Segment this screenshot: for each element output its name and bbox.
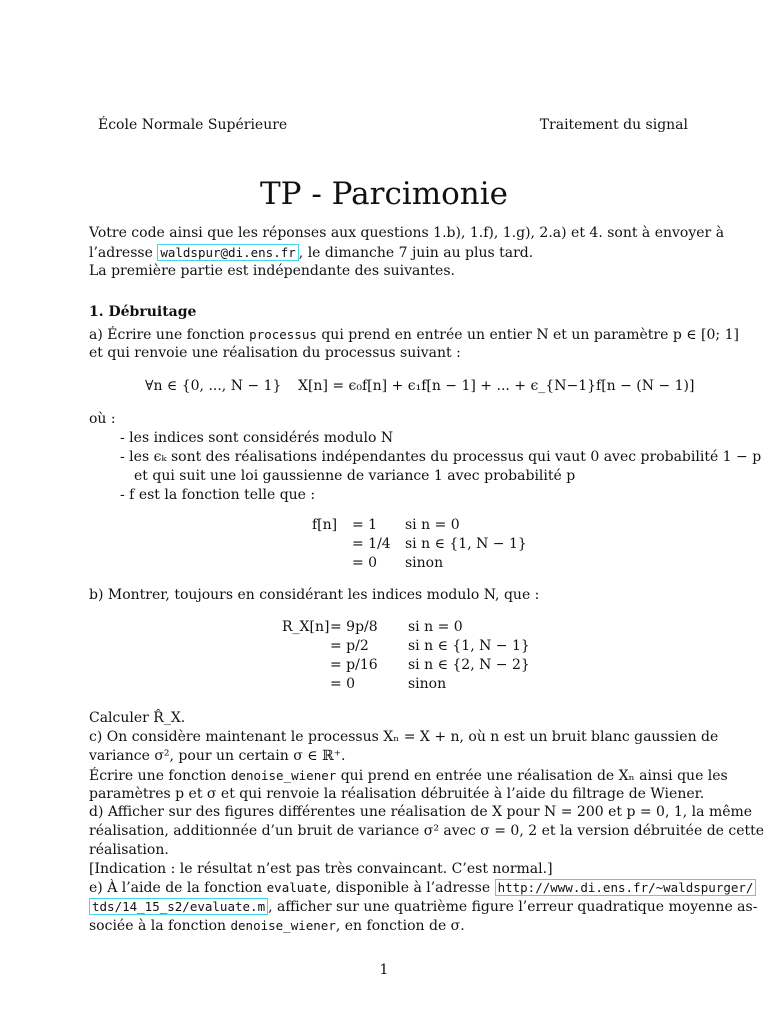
function-name-processus: processus — [249, 327, 317, 342]
question-e-prefix: e) À l’aide de la fonction — [89, 880, 267, 896]
f-lhs: f[n] — [312, 517, 338, 533]
question-a-line-2: et qui renvoie une réalisation du processus suivant : — [89, 345, 461, 361]
r-lhs: R_X[n] — [282, 619, 330, 635]
formula-process: X[n] = ϵ₀f[n] + ϵ₁f[n − 1] + ... + ϵ_{N−1}f[n − (N − 1)] — [298, 378, 695, 394]
question-c-line-1: c) On considère maintenant le processus Xₙ = X + n, où n est un bruit blanc gaussien de — [89, 729, 719, 745]
r-case-value: = 0 — [330, 676, 356, 692]
f-case-condition: sinon — [405, 555, 444, 571]
question-e-mid: , disponible à l’adresse — [326, 880, 495, 896]
question-c-suffix: qui prend en entrée une réalisation de Xₙ ainsi que les — [336, 768, 728, 784]
bullet-f: - f est la fonction telle que : — [120, 487, 316, 503]
intro-deadline-text: , le dimanche 7 juin au plus tard. — [298, 245, 534, 261]
page-title: TP - Parcimonie — [259, 176, 509, 212]
f-case-value: = 0 — [352, 555, 378, 571]
indication-note: [Indication : le résultat n’est pas très convaincant. C’est normal.] — [89, 861, 553, 877]
question-b-line-1: b) Montrer, toujours en considérant les indices modulo N, que : — [89, 587, 540, 603]
f-case-value: = 1/4 — [352, 536, 391, 552]
bullet-epsilon: - les ϵₖ sont des réalisations indépendantes du processus qui vaut 0 avec probabilité 1 − p — [120, 449, 762, 465]
question-e-line-3-prefix: sociée à la fonction — [89, 918, 231, 934]
ou-label: où : — [89, 411, 116, 427]
question-e-line-2-text: , afficher sur une quatrième figure l’erreur quadratique moyenne as- — [268, 899, 758, 915]
question-e-line-2 — [89, 897, 758, 917]
intro-address-label: l’adresse — [89, 245, 158, 261]
r-case-value: = p/16 — [330, 657, 378, 673]
question-e-line-1 — [89, 878, 754, 898]
question-a-prefix: a) Écrire une fonction — [89, 327, 250, 343]
question-c-prefix: Écrire une fonction — [89, 768, 231, 784]
question-e-line-3 — [89, 916, 697, 936]
question-a-line-1 — [89, 325, 739, 345]
r-case-value: = 9p/8 — [330, 619, 378, 635]
f-case-condition: si n = 0 — [405, 517, 460, 533]
function-name-denoise-wiener: denoise_wiener — [230, 918, 336, 933]
f-case-value: = 1 — [352, 517, 378, 533]
evaluate-url-link-part2[interactable]: tds/14_15_s2/evaluate.m — [89, 898, 268, 915]
question-c-line-3 — [89, 766, 728, 786]
calculate-rx: Calculer R̂_X. — [89, 710, 186, 726]
formula-quantifier: ∀n ∈ {0, ..., N − 1} — [145, 378, 282, 394]
question-e-line-3-suffix: , en fonction de σ. — [335, 918, 465, 934]
header-right: Traitement du signal — [539, 117, 688, 133]
question-d-line-2: réalisation, additionnée d’un bruit de variance σ² avec σ = 0, 2 et la version débruitée de cette — [89, 823, 765, 839]
function-name-denoise-wiener: denoise_wiener — [230, 768, 337, 783]
f-case-condition: si n ∈ {1, N − 1} — [405, 536, 527, 552]
page-number: 1 — [379, 962, 389, 978]
r-case-condition: si n ∈ {2, N − 2} — [408, 657, 530, 673]
r-case-condition: sinon — [408, 676, 447, 692]
intro-line-1: Votre code ainsi que les réponses aux questions 1.b), 1.f), 1.g), 2.a) et 4. sont à envoyer à — [89, 225, 725, 241]
question-a-suffix: qui prend en entrée un entier N et un paramètre p ∈ [0; 1] — [316, 327, 739, 343]
r-case-value: = p/2 — [330, 638, 369, 654]
email-link[interactable]: waldspur@di.ens.fr — [157, 244, 298, 261]
section-heading: 1. Débruitage — [89, 304, 197, 320]
question-c-line-4: paramètres p et σ et qui renvoie la réalisation débruitée à l’aide du filtrage de Wiener. — [89, 786, 705, 802]
question-d-line-3: réalisation. — [89, 842, 169, 858]
r-case-condition: si n ∈ {1, N − 1} — [408, 638, 530, 654]
r-case-condition: si n = 0 — [408, 619, 463, 635]
evaluate-url-link-part1[interactable]: http://www.di.ens.fr/~waldspurger/ — [495, 879, 757, 896]
bullet-epsilon-cont: et qui suit une loi gaussienne de variance 1 avec probabilité p — [134, 468, 576, 484]
intro-line-2 — [89, 243, 697, 263]
question-d-line-1: d) Afficher sur des figures différentes une réalisation de X pour N = 200 et p = 0, 1, la même — [89, 804, 753, 820]
intro-line-3: La première partie est indépendante des suivantes. — [89, 263, 455, 279]
header-left: École Normale Supérieure — [98, 117, 288, 133]
question-c-line-2: variance σ², pour un certain σ ∈ ℝ⁺. — [89, 748, 346, 764]
function-name-evaluate: evaluate — [266, 880, 327, 895]
bullet-modulo: - les indices sont considérés modulo N — [120, 430, 394, 446]
